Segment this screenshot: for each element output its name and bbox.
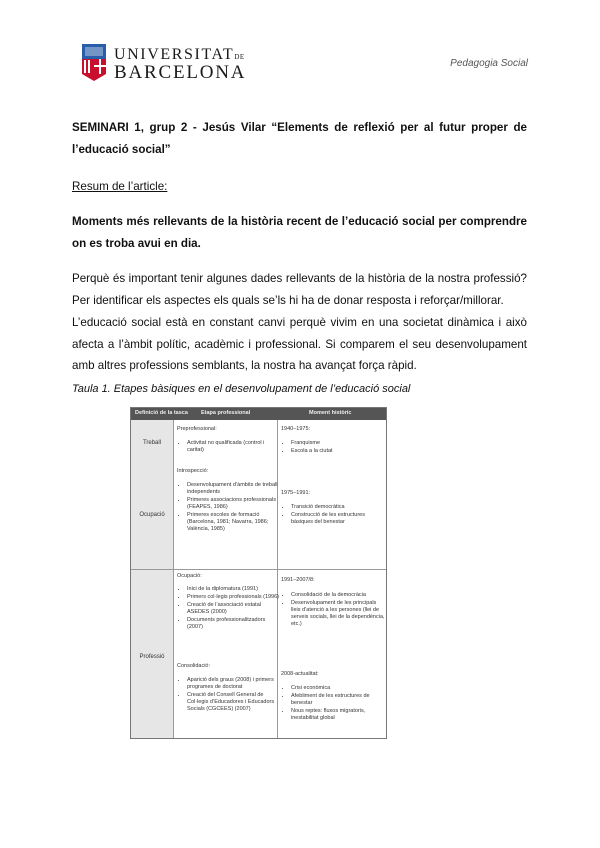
stage-label: Ocupació: [139, 512, 165, 518]
table-caption: Taula 1. Etapes bàsiques en el desenvolupament de l’educació social: [72, 383, 411, 395]
period-title: 1991–2007/8:: [281, 577, 315, 583]
list-item: • Primeres associacions professionals (FEAPES, 1986): [187, 497, 279, 511]
logo-text-line2: BARCELONA: [114, 62, 247, 83]
table-header-cell: Definició de la tasca: [135, 410, 188, 416]
list-item: • Nous reptes: fluxos migratoris, inestabilitat global: [291, 708, 387, 722]
list-item: • Aparició dels graus (2008) i primers programes de doctorat: [187, 677, 279, 691]
stage-title: Introspecció:: [177, 468, 209, 474]
period-list: [282, 440, 387, 456]
list-item: • Franquisme: [291, 440, 387, 447]
university-logo: [82, 44, 247, 84]
list-item: • Escola a la ciutat: [291, 448, 387, 455]
paragraph: Perquè és important tenir algunes dades rellevants de la història de la nostra professió? Per identificar els aspectes els quals se’ls hi ha de donar resposta i reforçar/millorar.: [72, 272, 527, 307]
table-header-cell: Etapa professional: [201, 410, 251, 416]
list-item: • Crisi econòmica: [291, 685, 387, 692]
list-item: • Construcció de les estructures bàsiques del benestar: [291, 512, 387, 526]
stage-list: [178, 586, 279, 632]
stage-list: [178, 677, 279, 714]
period-title: 1940–1975:: [281, 426, 311, 432]
logo-text-line1: UNIVERSITATDE: [114, 46, 245, 63]
period-list: [282, 592, 387, 629]
list-item: • Primers col·legis professionals (1996): [187, 594, 279, 601]
university-shield-icon: [82, 44, 106, 81]
list-item: • Creació del Consell General de Col·legis d’Educadores i Educadors Socials (CGCEES) (2007): [187, 692, 279, 713]
document-title: SEMINARI 1, grup 2 - Jesús Vilar “Elements de reflexió per al futur proper de l’educació social”: [72, 121, 527, 156]
list-item: • Afebliment de les estructures de benestar: [291, 693, 387, 707]
period-title: 1975–1991:: [281, 490, 311, 496]
list-item: • Activitat no qualificada (control i caritat): [187, 440, 279, 454]
period-title: 2008-actualitat:: [281, 671, 319, 677]
period-list: [282, 685, 387, 723]
stages-table: [130, 407, 387, 739]
stage-list: [178, 440, 279, 455]
list-item: • Transició democràtica: [291, 504, 387, 511]
stage-title: Preprofessional:: [177, 426, 217, 432]
course-name: Pedagogia Social: [450, 58, 528, 69]
list-item: • Inici de la diplomatura (1991): [187, 586, 279, 593]
period-list: [282, 504, 387, 527]
stage-title: Ocupació:: [177, 573, 202, 579]
summary-label: Resum de l’article:: [72, 180, 168, 193]
list-item: • Consolidació de la democràcia: [291, 592, 387, 599]
list-item: • Creació de l’associació estatal ASEDES (2000): [187, 602, 279, 616]
table-header-cell: Moment històric: [309, 410, 352, 416]
stage-title: Consolidació:: [177, 663, 211, 669]
list-item: • Desenvolupament d’àmbits de treball independents: [187, 482, 279, 496]
stage-label: Professió: [139, 654, 165, 660]
section-heading: Moments més rellevants de la història recent de l’educació social per comprendre on es troba avui en dia.: [72, 215, 527, 250]
stage-label: Treball: [142, 440, 162, 446]
list-item: • Documents professionalitzadors (2007): [187, 617, 279, 631]
list-item: • Desenvolupament de les principals lleis d’atenció a les persones (llei de serveis socials, llei de la dependència, etc.): [291, 600, 387, 628]
stage-list: [178, 482, 279, 534]
paragraph: L’educació social està en constant canvi perquè vivim en una societat dinàmica i això afecta a l’àmbit polític, acadèmic i professional. Si comparem el seu desenvolupament amb altres professions semblants, la nostra ha avançat força ràpid.: [72, 316, 527, 372]
list-item: • Primeres escoles de formació (Barcelona, 1981; Navarra, 1986; València, 1985): [187, 512, 279, 533]
